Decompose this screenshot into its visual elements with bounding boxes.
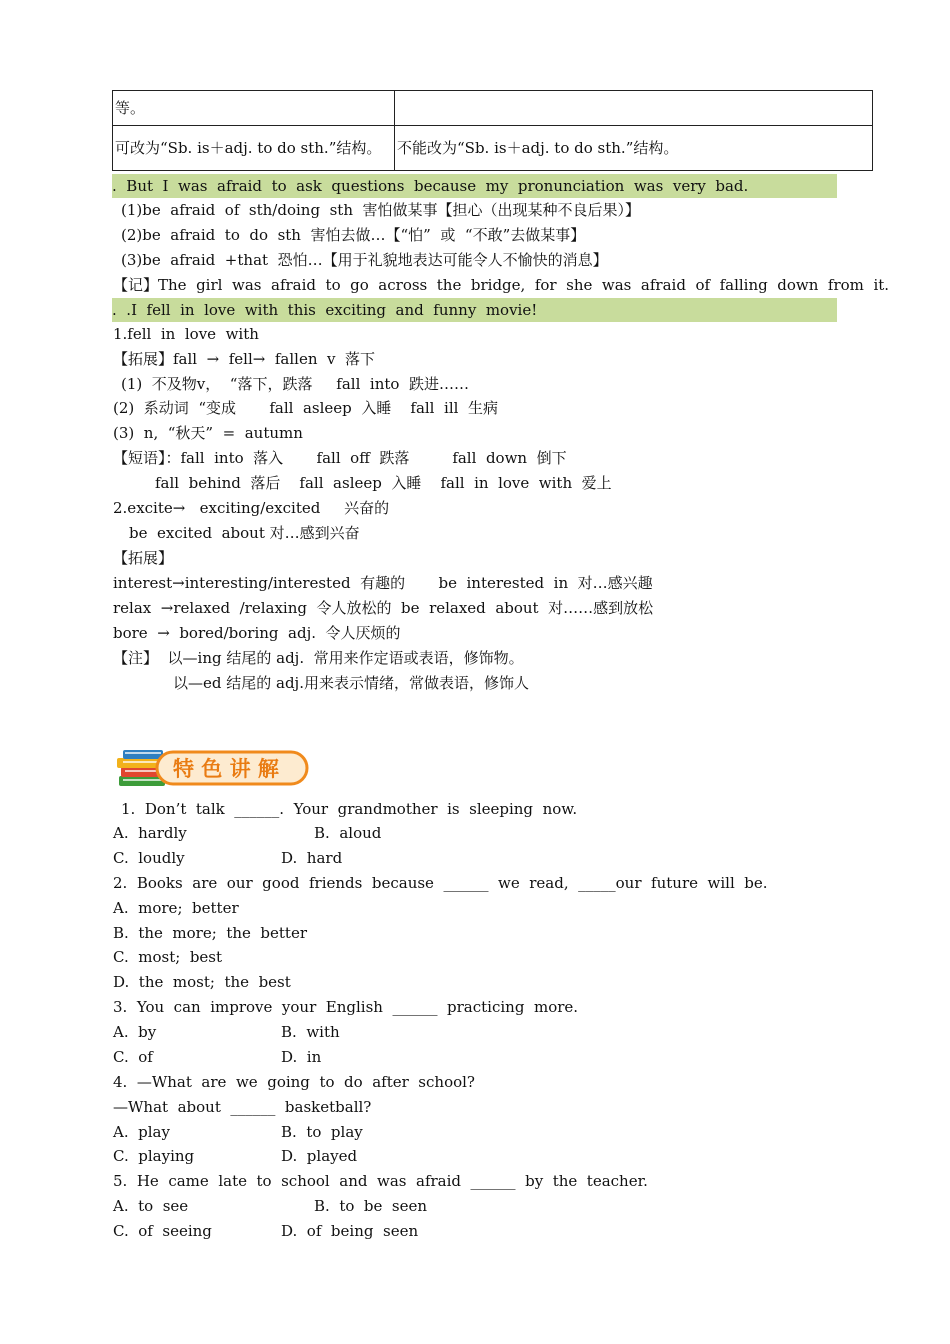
- text-line: 以—ed 结尾的 adj.用来表示情绪，常做表语，修饰人: [173, 674, 529, 692]
- memo-line: 【记】The girl was afraid to go across the bridge, for she was afraid of falling down from it.: [113, 276, 890, 294]
- usage-line: (3)be afraid +that 恐怕…【用于礼貌地表达可能令人不愉快的消息】: [121, 251, 608, 269]
- table-cell: [395, 91, 873, 126]
- text-line: 【短语】：fall into 落入 fall off 跌落 fall down 倒下: [113, 449, 567, 467]
- table-cell: 可改为“Sb. is＋adj. to do sth.”结构。: [113, 126, 395, 171]
- option-c: C. of seeing: [113, 1222, 212, 1240]
- text-line: 1.fell in love with: [113, 325, 259, 343]
- text-line: bore → bored/boring adj. 令人厌烦的: [113, 624, 401, 642]
- table-cell: 不能改为“Sb. is＋adj. to do sth.”结构。: [395, 126, 873, 171]
- text-line: 【拓展】fall → fell→ fallen v 落下: [113, 350, 376, 368]
- text-line: 2.excite→ exciting/excited 兴奋的: [113, 499, 390, 517]
- option-b: B. aloud: [314, 824, 382, 842]
- option-a: A. play: [113, 1123, 170, 1141]
- option-b: B. the more; the better: [113, 924, 308, 942]
- text-line: interest→interesting/interested 有趣的 be interested in 对…感兴趣: [113, 574, 653, 592]
- text-line: 【拓展】: [113, 549, 174, 567]
- feature-badge: [113, 742, 313, 794]
- text-line: relax →relaxed /relaxing 令人放松的 be relaxed about 对……感到放松: [113, 599, 654, 617]
- option-c: C. loudly: [113, 849, 185, 867]
- question-3: 3. You can improve your English ______ practicing more.: [113, 998, 579, 1016]
- table-row: [113, 91, 873, 126]
- comparison-table: [112, 90, 873, 171]
- highlight-sentence-1: . But I was afraid to ask questions because my pronunciation was very bad.: [112, 174, 837, 198]
- option-d: D. in: [281, 1048, 322, 1066]
- option-b: B. to be seen: [314, 1197, 428, 1215]
- option-a: A. to see: [113, 1197, 189, 1215]
- option-b: B. to play: [281, 1123, 363, 1141]
- text-line: (2) 系动词 “变成 fall asleep 入睡 fall ill 生病: [113, 399, 498, 417]
- option-d: D. played: [281, 1147, 358, 1165]
- text-line: be excited about 对…感到兴奋: [129, 524, 360, 542]
- question-1: 1. Don’t talk ______. Your grandmother is sleeping now.: [121, 800, 578, 818]
- option-a: A. by: [113, 1023, 157, 1041]
- option-a: A. more; better: [113, 899, 239, 917]
- highlight-sentence-2: . .I fell in love with this exciting and funny movie!: [112, 298, 837, 322]
- option-c: C. of: [113, 1048, 153, 1066]
- option-d: D. the most; the best: [113, 973, 291, 991]
- question-4: 4. —What are we going to do after school?: [113, 1073, 475, 1091]
- question-4-line-2: —What about ______ basketball?: [113, 1098, 372, 1116]
- option-d: D. hard: [281, 849, 343, 867]
- option-a: A. hardly: [113, 824, 187, 842]
- badge-title: 特 色 讲 解: [173, 757, 279, 781]
- usage-line: (1)be afraid of sth/doing sth 害怕做某事【担心（出现某种不良后果）】: [121, 201, 641, 219]
- table-cell: 等。: [113, 91, 395, 126]
- option-b: B. with: [281, 1023, 340, 1041]
- text-line: (3) n, “秋天” = autumn: [113, 424, 303, 442]
- text-line: fall behind 落后 fall asleep 入睡 fall in love with 爱上: [155, 474, 612, 492]
- table-row: [113, 126, 873, 171]
- option-c: C. most; best: [113, 948, 223, 966]
- question-2: 2. Books are our good friends because ______ we read, _____our future will be.: [113, 874, 768, 892]
- option-c: C. playing: [113, 1147, 195, 1165]
- question-5: 5. He came late to school and was afraid ______ by the teacher.: [113, 1172, 648, 1190]
- text-line: (1) 不及物v， “落下，跌落 fall into 跌进……: [121, 375, 469, 393]
- option-d: D. of being seen: [281, 1222, 419, 1240]
- text-line: 【注】 以—ing 结尾的 adj. 常用来作定语或表语，修饰物。: [113, 649, 524, 667]
- usage-line: (2)be afraid to do sth 害怕去做…【“怕” 或 “不敢”去做某事】: [121, 226, 586, 244]
